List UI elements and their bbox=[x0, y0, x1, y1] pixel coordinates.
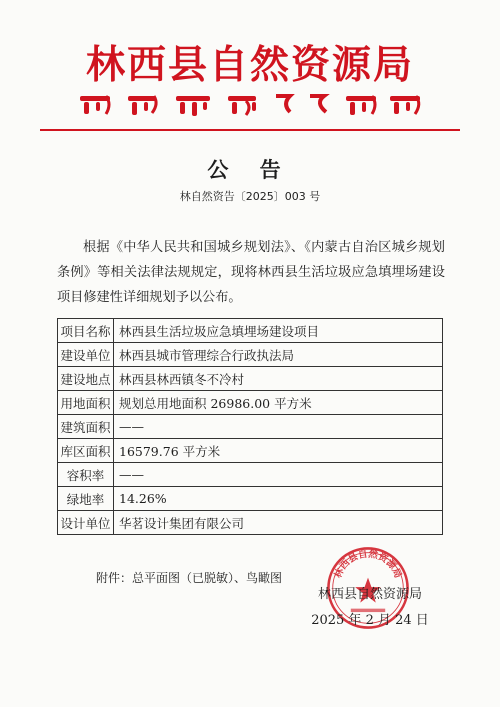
table-row bbox=[58, 367, 443, 391]
row-value: 16579.76 平方米 bbox=[114, 439, 443, 463]
notice-title: 公 告 bbox=[207, 157, 293, 182]
row-label: 建设单位 bbox=[58, 343, 114, 367]
table-row bbox=[58, 439, 443, 463]
row-value: 14.26% bbox=[114, 487, 443, 511]
mongolian-script-header bbox=[78, 90, 424, 118]
org-title: 林西县自然资源局 bbox=[85, 42, 414, 88]
table-row bbox=[58, 391, 443, 415]
signature-date: 2025 年 2 月 24 日 bbox=[311, 613, 429, 628]
row-value: —— bbox=[114, 463, 443, 487]
row-label: 建筑面积 bbox=[58, 415, 114, 439]
row-label: 绿地率 bbox=[58, 487, 114, 511]
document-number: 林自然资告〔2025〕003 号 bbox=[179, 190, 321, 203]
table-row bbox=[58, 463, 443, 487]
row-value: 林西县生活垃圾应急填埋场建设项目 bbox=[114, 319, 443, 343]
row-label: 库区面积 bbox=[58, 439, 114, 463]
row-label: 用地面积 bbox=[58, 391, 114, 415]
row-value: 规划总用地面积 26986.00 平方米 bbox=[114, 391, 443, 415]
row-label: 容积率 bbox=[58, 463, 114, 487]
row-label: 项目名称 bbox=[58, 319, 114, 343]
table-row bbox=[58, 343, 443, 367]
row-value: 华茗设计集团有限公司 bbox=[114, 511, 443, 535]
row-value: 林西县城市管理综合行政执法局 bbox=[114, 343, 443, 367]
table-row bbox=[58, 487, 443, 511]
row-label: 设计单位 bbox=[58, 511, 114, 535]
project-info-table bbox=[57, 318, 443, 535]
seal-text: 林西县自然资源局 bbox=[332, 548, 404, 580]
notice-body: 根据《中华人民共和国城乡规划法》、《内蒙古自治区城乡规划条例》等相关法律法规规定，现将林西县生活垃圾应急填埋场建设项目修建性详细规划予以公布。 bbox=[57, 240, 445, 305]
signature-org: 林西县自然资源局 bbox=[317, 587, 422, 602]
row-label: 建设地点 bbox=[58, 367, 114, 391]
red-divider bbox=[40, 129, 460, 131]
table-row bbox=[58, 319, 443, 343]
table-row bbox=[58, 511, 443, 535]
row-value: 林西县林西镇冬不冷村 bbox=[114, 367, 443, 391]
row-value: —— bbox=[114, 415, 443, 439]
table-row bbox=[58, 415, 443, 439]
attachment-note: 附件：总平面图（已脱敏）、鸟瞰图 bbox=[96, 571, 283, 585]
